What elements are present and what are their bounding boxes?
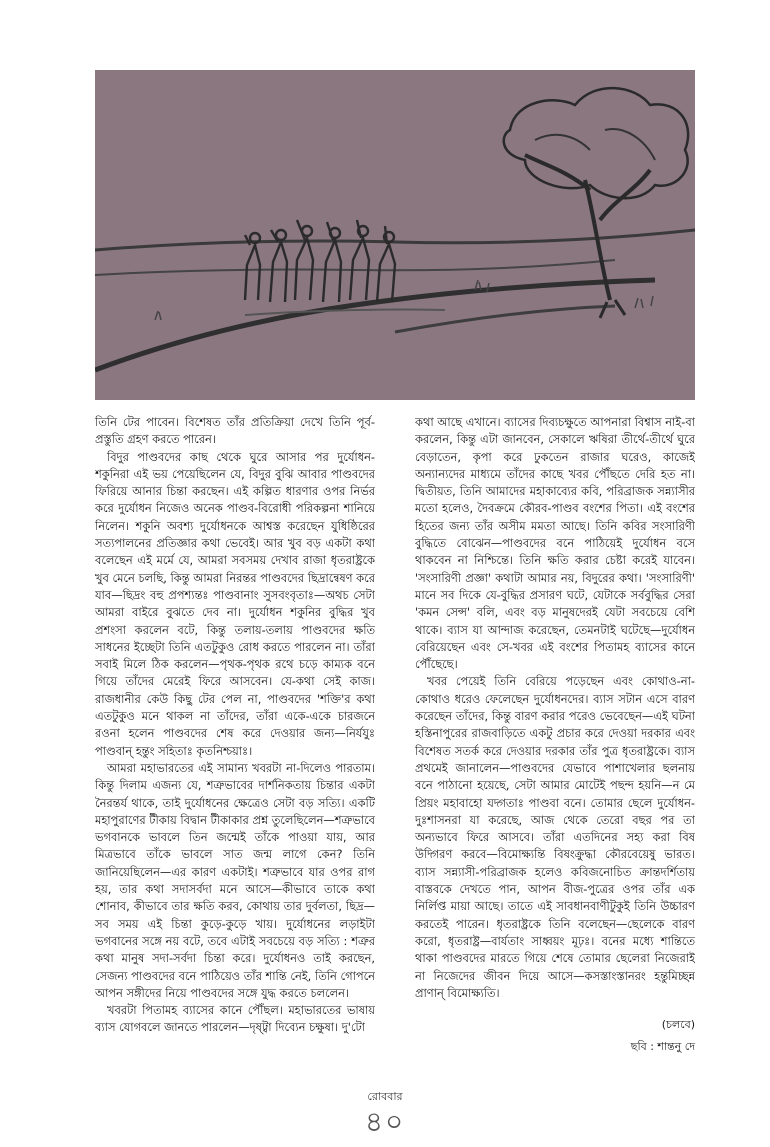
illustration-drawing [95,70,695,400]
magazine-name: রোববার [367,1090,403,1103]
article-right-column [415,414,695,1034]
paragraph: বিদুর পাণ্ডবদের কাছ থেকে ঘুরে আসার পর দুর্যোধন-শকুনিরা এই ভয় পেয়েছিলেন যে, বিদুর বুঝি আবার পাণ্ডবদের ফিরিয়ে আনার চিন্তা করছেন। এই কল্পিত ধারণার ওপর নির্ভর করে দুর্যোধন নিজেও অনেক পাণ্ডব-বিরোধী পরিকল্পনা শানিয়ে নিলেন। শকুনি অবশ্য দুর্যোধনকে আশ্বস্ত করেছেন যুধিষ্ঠিরের সত্যপালনের প্রতিজ্ঞার কথা ভেবেই। আর খুব বড় একটা কথা বলেছেন এই মর্মে যে, আমরা সবসময় দেখাব রাজা ধৃতরাষ্ট্রকে খুব মেনে চলছি, কিন্তু আমরা নিরন্তর পাণ্ডবদের ছিদ্রান্বেষণ করে যাব—ছিদ্রং বহু প্রপশ্যন্তঃ পাণ্ডবানাং সুসবংবৃতাঃ—অথচ সেটা আমরা বাইরে বুঝতে দেব না। দুর্যোধন শকুনির বুদ্ধির খুব প্রশংসা করলেন বটে, কিন্তু তলায়-তলায় পাণ্ডবদের ক্ষতি সাধনের ইচ্ছেটা তিনি এতটুকুও রোধ করতে পারলেন না। তাঁরা সবাই মিলে ঠিক করলেন—পৃথক-পৃথক রথে চড়ে কাম্যক বনে গিয়ে তাঁদের মেরেই ফিরে আসবেন। যে-কথা সেই কাজ। রাজধানীর কেউ কিছু টের পেল না, পাণ্ডবদের 'শক্তি'র কথা এতটুকুও মনে থাকল না তাঁদের, তাঁরা একে-একে চারজনে রওনা হলেন পাণ্ডবদের শেষ করে দেওয়ার জন্য—নির্যযুঃ পাণ্ডবান্ হন্তুং সহিতাঃ কৃতনিশ্চয়াঃ। [95,449,375,758]
forest-procession-illustration [95,70,695,400]
paragraph: তিনি টের পাবেন। বিশেষত তাঁর প্রতিক্রিয়া দেখে তিনি পূর্ব-প্রস্তুতি গ্রহণ করতে পারেন। [95,415,375,447]
article-left-column [95,414,375,1102]
paragraph: কথা আছে এখানে। ব্যাসের দিব্যচক্ষুতে আপনারা বিশ্বাস নাই-বা করলেন, কিন্তু এটা জানবেন, সেকালে ঋষিরা তীর্থে-তীর্থে ঘুরে বেড়াতেন, কৃপা করে ঢুকতেন রাজার ঘরেও, কাজেই অন্যান্যদের মাধ্যমে তাঁদের কাছে খবর পৌঁছতে দেরি হত না। দ্বিতীয়ত, তিনি আমাদের মহাকাব্যের কবি, পরিব্রাজক সন্ন্যাসীর মতো হলেও, দৈবক্রমে কৌরব-পাণ্ডব বংশের পিতা। এই বংশের হিতের জন্য তাঁর অসীম মমতা আছে। তিনি কবির সংসারিণী বুদ্ধিতে বোঝেন—পাণ্ডবদের বনে পাঠিয়েই দুর্যোধন বসে থাকবেন না নিশ্চিন্তে। তিনি ক্ষতি করার চেষ্টা করেই যাবেন। 'সংসারিণী প্রজ্ঞা' কথাটা আমার নয়, বিদুরের কথা। 'সংসারিণী' মানে সব দিকে যে-বুদ্ধির প্রসারণ ঘটে, যেটাকে সর্ববুদ্ধির সেরা 'কমন সেন্স' বলি, এবং বড় মানুষদেরই যেটা সবচেয়ে বেশি থাকে। ব্যাস যা আন্দাজ করেছেন, তেমনটাই ঘটেছে—দুর্যোধন বেরিয়েছেন এবং সে-খবর এই বংশের পিতামহ ব্যাসের কানে পৌঁছেছে। [415,415,695,672]
continued-note: (চলবে) [661,1018,695,1031]
paragraph: খবরটা পিতামহ ব্যাসের কানে পৌঁছল। মহাভারতের ভাষায় ব্যাস যোগবলে জানতে পারলেন—দৃষ্ট্বা দিব্যেন চক্ষুষা। দু'টো [95,1003,375,1035]
paragraph: আমরা মহাভারতের এই সামান্য খবরটা না-দিলেও পারতাম। কিন্তু দিলাম এজন্য যে, শত্রুভাবের দার্শনিকতায় চিন্তার একটা নৈরন্তর্য থাকে, তাই দুর্যোধনের ক্ষেত্রেও সেটা বড় সত্যি। একটি মহাপুরাণের টীকায় বিদ্বান টীকাকার প্রশ্ন তুলেছিলেন—শত্রুভাবে ভগবানকে ভাবলে তিন জন্মেই তাঁকে পাওয়া যায়, আর মিত্রভাবে তাঁকে ভাবলে সাত জন্ম লাগে কেন? তিনি জানিয়েছিলেন—এর কারণ একটাই। শত্রুভাবে যার ওপর রাগ হয়, তার কথা সদাসর্বদা মনে আসে—কীভাবে তাকে কথা শোনাব, কীভাবে তার ক্ষতি করব, কোথায় তার দুর্বলতা, ছিদ্র—সব সময় এই চিন্তা কুড়ে-কুড়ে খায়। দুর্যোধনের লড়াইটা ভগবানের সঙ্গে নয় বটে, তবে এটাই সবচেয়ে বড় সত্যি : শত্রুর কথা মানুষ সদা-সর্বদা চিন্তা করে। দুর্যোধনও তাই করছেন, সেজন্য পাণ্ডবদের বনে পাঠিয়েও তাঁর শান্তি নেই, তিনি গোপনে আপন সঙ্গীদের নিয়ে পাণ্ডবদের সঙ্গে যুদ্ধ করতে চললেন। [95,760,375,1000]
illustration-credit: ছবি : শান্তনু দে [630,1040,695,1053]
paragraph: খবর পেয়েই তিনি বেরিয়ে পড়েছেন এবং কোথাও-না-কোথাও ধরেও ফেলেছেন দুর্যোধনদের। ব্যাস সটান এসে বারণ করেছেন তাঁদের, কিন্তু বারণ করার পরেও ভেবেছেন—এই ঘটনা হস্তিনাপুরের রাজবাড়িতে একটু প্রচার করে দেওয়া দরকার এবং বিশেষত সতর্ক করে দেওয়ার দরকার তাঁর পুত্র ধৃতরাষ্ট্রকে। ব্যাস প্রথমেই জানালেন—পাণ্ডবদের যেভাবে পাশাখেলার ছলনায় বনে পাঠানো হয়েছে, সেটা আমার মোটেই পছন্দ হয়নি—ন মে প্রিয়ং মহাবাহো যদ্গতাঃ পাণ্ডবা বনে। তোমার ছেলে দুর্যোধন-দুঃশাসনরা যা করেছে, আজ থেকে তেরো বছর পর তা অন্যভাবে ফিরে আসবে। তাঁরা এতদিনের সহ্য করা বিষ উদ্গিরণ করবে—বিমোক্ষ্যন্তি বিষংক্রুদ্ধা কৌরবেয়েষু ভারত। ব্যাস সন্ন্যাসী-পরিব্রাজক হলেও কবিজনোচিত ক্রান্তদর্শিতায় বাস্তবকে দেখতে পান, আপন বীজ-পুত্রের ওপর তাঁর এক নির্লিপ্ত মায়া আছে। তাতে এই সাবধানবাণীটুকুই তিনি উচ্চারণ করতেই পারেন। ধৃতরাষ্ট্রকে তিনি বলেছেন—ছেলেকে বারণ করো, ধৃতরাষ্ট্র—বার্যতাং সাধ্বয়ং মূঢ়ঃ। বনের মধ্যে শান্তিতে থাকা পাণ্ডবদের মারতে গিয়ে শেষে তোমার ছেলেরা নিজেরাই না নিজেদের জীবন দিয়ে আসে—কসস্তাংস্তানরং হন্তুমিচ্ছন্ন প্রাণান্ বিমোক্ষ্যতি। [415,674,695,1000]
page-number: ৪০ [364,1105,406,1138]
